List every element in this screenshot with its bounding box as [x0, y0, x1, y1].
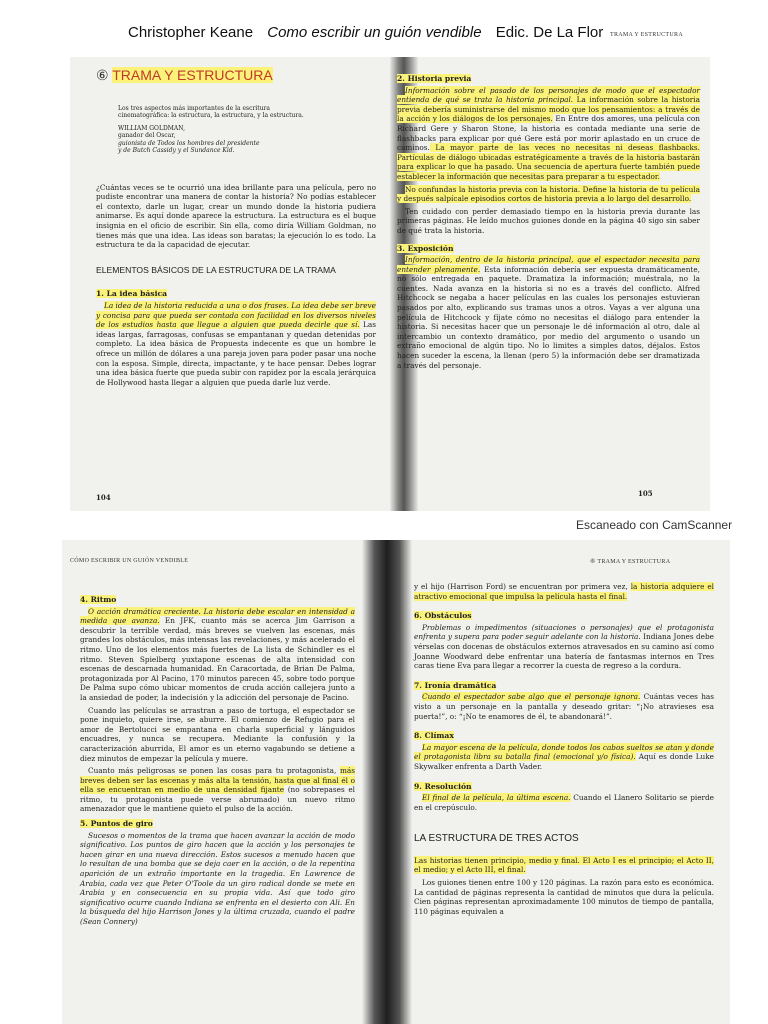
section-1-title: 1. La idea básica: [96, 289, 167, 299]
section-4-para-2: Cuando las películas se arrastran a paso de tortuga, el espectador se pone inquieto, quiere irse, se aburre. El comienzo de Refugio para el amor de Bertolucci se empantana en charla superficial y lánguidos encuadres, y nunca se recupera. Mediante la confusión y la caracterización aburrida, El amor es un eterno vagabundo se detiene a diez minutos de empezar la película y muere.: [80, 705, 355, 763]
section-4-para-3: Cuanto más peligrosas se ponen las cosas para tu protagonista, más breves deben ser las escenas y más alta la tensión, hasta que al final él o ella se encuentran en medio de una densidad fijante (no sobrepases el ritmo, tu protagonista puede verse abrumado) un nuevo ritmo amenazador que le mantiene quieto el pulso de la acción.: [80, 766, 356, 814]
section-8-title: 8. Clímax: [414, 731, 454, 741]
section-4-title: 4. Ritmo: [80, 595, 117, 604]
three-acts-para-1: Las historias tienen principio, medio y final. El Acto I es el principio; el Acto II, el medio; y el Acto III, el final.: [414, 855, 714, 875]
section-2-para-2: No confundas la historia previa con la historia. Define la historia de tu película y después salpícale episodios cortos de historia previa a lo largo del desarrollo.: [397, 184, 700, 204]
section-heading-elements: ELEMENTOS BÁSICOS DE LA ESTRUCTURA DE LA TRAMA: [96, 264, 336, 275]
section-2-body: Información sobre el pasado de los personajes de modo que el espectador entienda de qué se trata la historia principal. La información sobre la historia previa debería suministrarse del mismo modo que los pensamientos: a través de la acción y los diálogos de los personajes. En Entre dos amores, una película con Richard Gere y Sharon Stone, la historia es contada mediante una serie de flashbacks para explicar por qué Gere está por morir aplastado en un cruce de caminos. La mayor parte de las veces no necesitas ni deseas flashbacks. Partículas de diálogo ubicadas estratégicamente a través de la historia bastarán para explicar lo que ha pasado. Una secuencia de apertura fuerte también puede establecer la información que necesitas para preparar a tu espectador.: [397, 85, 700, 181]
section-2-para-3: Ten cuidado con perder demasiado tiempo en la historia previa durante las primeras páginas. He leído muchos guiones donde en la página 40 sigo sin saber de qué trata la historia.: [397, 206, 700, 235]
running-header-left: CÓMO ESCRIBIR UN GUIÓN VENDIBLE: [70, 558, 189, 564]
running-header-right: ⑥ TRAMA Y ESTRUCTURA: [590, 559, 671, 565]
section-6-body: Problemas o impedimentos (situaciones o personajes) que el protagonista enfrenta y supera para poder seguir adelante con la historia. Indiana Jones debe vérselas con docenas de obstáculos externos atravesados en su camino así como Joanne Woodward debe enfrentar una batería de fantasmas internos en Tres caras tiene Eva para llegar a recorrer la cuesta de regreso a la cordura.: [414, 622, 714, 671]
page-number-104: 104: [96, 493, 111, 502]
running-header-right: TRAMA Y ESTRUCTURA: [610, 32, 683, 38]
camscanner-watermark: Escaneado con CamScanner: [576, 518, 733, 532]
left-column: [80, 590, 355, 1020]
epigraph: Los tres aspectos más importantes de la escritura cinematográfica: la estructura, la estructura, y la estructura. WILLIAM GOLDMAN, ganador del Oscar, guionista de Todos los hombres del presidente y de Butch Cassidy y el Sundance Kid.: [118, 104, 304, 155]
three-acts-para-2: Los guiones tienen entre 100 y 120 páginas. La razón para esto es económica. La cantidad de páginas representa la cantidad de minutos que dura la película. Cien páginas representan aproximadamente 100 minutos de tiempo de pantalla, 110 páginas equivalen a: [414, 878, 714, 916]
section-7-body: Cuando el espectador sabe algo que el personaje ignora. Cuántas veces has visto a un personaje en la pantalla y deseado gritar: “¡No atravieses esa puerta!”, o: “¡No te enamores de él, te abandonará!”.: [414, 692, 714, 721]
scanned-page-spread-bottom: [62, 540, 730, 1024]
chapter-title: TRAMA Y ESTRUCTURA: [112, 67, 273, 83]
section-3-body: Información, dentro de la historia principal, que el espectador necesita para entender plenamente. Esta información debería ser expuesta dramáticamente, no sólo entregada en paquete. Dramatiza la información; muéstrala, no la cuentes. Nada avanza en la historia si no es a través del conflicto. Alfred Hitchcock se negaba a hacer películas en las cuales los personajes estuvieran pasados por alto, explicando sus tramas unos a otros. Vayas a ver alguna una película de Hitchcock y fíjate cómo no necesitas el diálogo para entender la historia. Si necesitas hacer que un personaje le dé información al otro, dale al intercambio un contexto dramático, por medio del argumento o usando un extraño emocional de algún tipo. No lo limites a simples datos, déjalos. Estos hacen suceder la escena, la llenan (pero 5) la información debe ser dramatizada a través del personaje.: [397, 255, 700, 370]
section-2-title: 2. Historia previa: [397, 74, 472, 83]
chapter-heading: [96, 67, 376, 83]
right-column-page-105: [397, 69, 700, 489]
section-3-title: 3. Exposición: [397, 243, 454, 253]
handwritten-book-header: [128, 24, 688, 54]
section-5-title: 5. Puntos de giro: [80, 819, 153, 829]
book-publisher: Edic. De La Flor: [495, 24, 604, 41]
section-6-title: 6. Obstáculos: [414, 611, 472, 621]
three-acts-heading: LA ESTRUCTURA DE TRES ACTOS: [414, 833, 579, 845]
page-number-105: 105: [638, 489, 653, 498]
continued-paragraph: y el hijo (Harrison Ford) se encuentran por primera vez, la historia adquiere el atractivo emocional que impulsa la película hasta el final.: [414, 582, 714, 601]
right-column: [414, 582, 714, 1020]
section-5-body: Sucesos o momentos de la trama que hacen avanzar la acción de modo significativo. Los puntos de giro hacen que la acción y los personajes te hacen girar en una nueva dirección. Estos sucesos a menudo hacen que lo resultan de una bomba que se deja caer en la acción, o de la repentina aparición de un extraño importante en la tragedia. En Lawrence de Arabia, cada vez que Peter O'Toole da un giro radical donde se mete en Arabia y en consecuencia en su propia vida. Así que todo giro significativo ocurre cuando Indiana se enfrenta en el desierto con Ali. En la búsqueda del hijo Harrison Jones y la última cruzada, cuando el padre (Sean Connery): [80, 830, 355, 926]
left-column-page-104: [96, 67, 376, 496]
section-9-body: El final de la película, la última escena. Cuando el Llanero Solitario se pierde en el crepúsculo.: [414, 793, 714, 812]
book-gutter-shadow: [362, 540, 412, 1024]
section-1-body: La idea de la historia reducida a una o dos frases. La idea debe ser breve y concisa para que pueda ser contada con facilidad en los diversos niveles de los estudios hasta que llegue a alguien que pueda decirle que sí. Las ideas largas, farragosas, confusas se empantanan y quedan detenidas por completo. La idea básica de Propuesta indecente es que un hombre le ofrece un millón de dólares a una pareja joven para poder pasar una noche con la esposa. Simple, directa, impactante, y te hace pensar. Debes lograr una idea básica fuerte que pueda subir con rapidez por la escala jerárquica de Hollywood hasta llegar a alguien que pueda darle luz verde.: [96, 300, 376, 387]
section-8-body: La mayor escena de la película, donde todos los cabos sueltos se atan y donde el protagonista libra su batalla final (emocional y/o física). Aquí es donde Luke Skywalker enfrenta a Darth Vader.: [414, 742, 714, 771]
book-title: Como escribir un guión vendible: [267, 24, 482, 41]
book-author: Christopher Keane: [128, 24, 254, 41]
chapter-number: ⑥: [96, 67, 109, 83]
intro-paragraph: ¿Cuántas veces se te ocurrió una idea brillante para una película, pero no pudiste encontrar una manera de contar la historia? No podías establecer el contexto, darle un lugar, crear un mundo donde la historia pudiera animarse. Es aquí donde aparece la estructura. La estructura es el buque insignia en el oficio de escribir. Sin ella, como diría William Goldman, no tienes más que una idea. Las ideas son baratas; la ejecución lo es todo. La estructura te da la capacidad de ejecutar.: [96, 182, 376, 250]
section-4-body: O acción dramática creciente. La historia debe escalar en intensidad a medida que avanza. En JFK, cuanto más se acerca Jim Garrison a descubrir la terrible verdad, más breves se vuelven las escenas, más grandes los obstáculos, más intensas las revelaciones, y más acelerado el ritmo. Uno de los elementos más fuertes de La lista de Schindler es el ritmo. Steven Spielberg yuxtapone escenas de alta intensidad con escenas de descarnada humanidad. En Caracortada, de Brian De Palma, protagonizada por Al Pacino, 170 minutos parecen 45, sobre todo porque De Palma supo cómo ubicar momentos de cruda acción callejera junto a la ansiedad de poder, la indecisión y la adicción del personaje de Pacino.: [80, 606, 355, 702]
section-7-title: 7. Ironía dramática: [414, 680, 497, 690]
section-9-title: 9. Resolución: [414, 781, 472, 791]
